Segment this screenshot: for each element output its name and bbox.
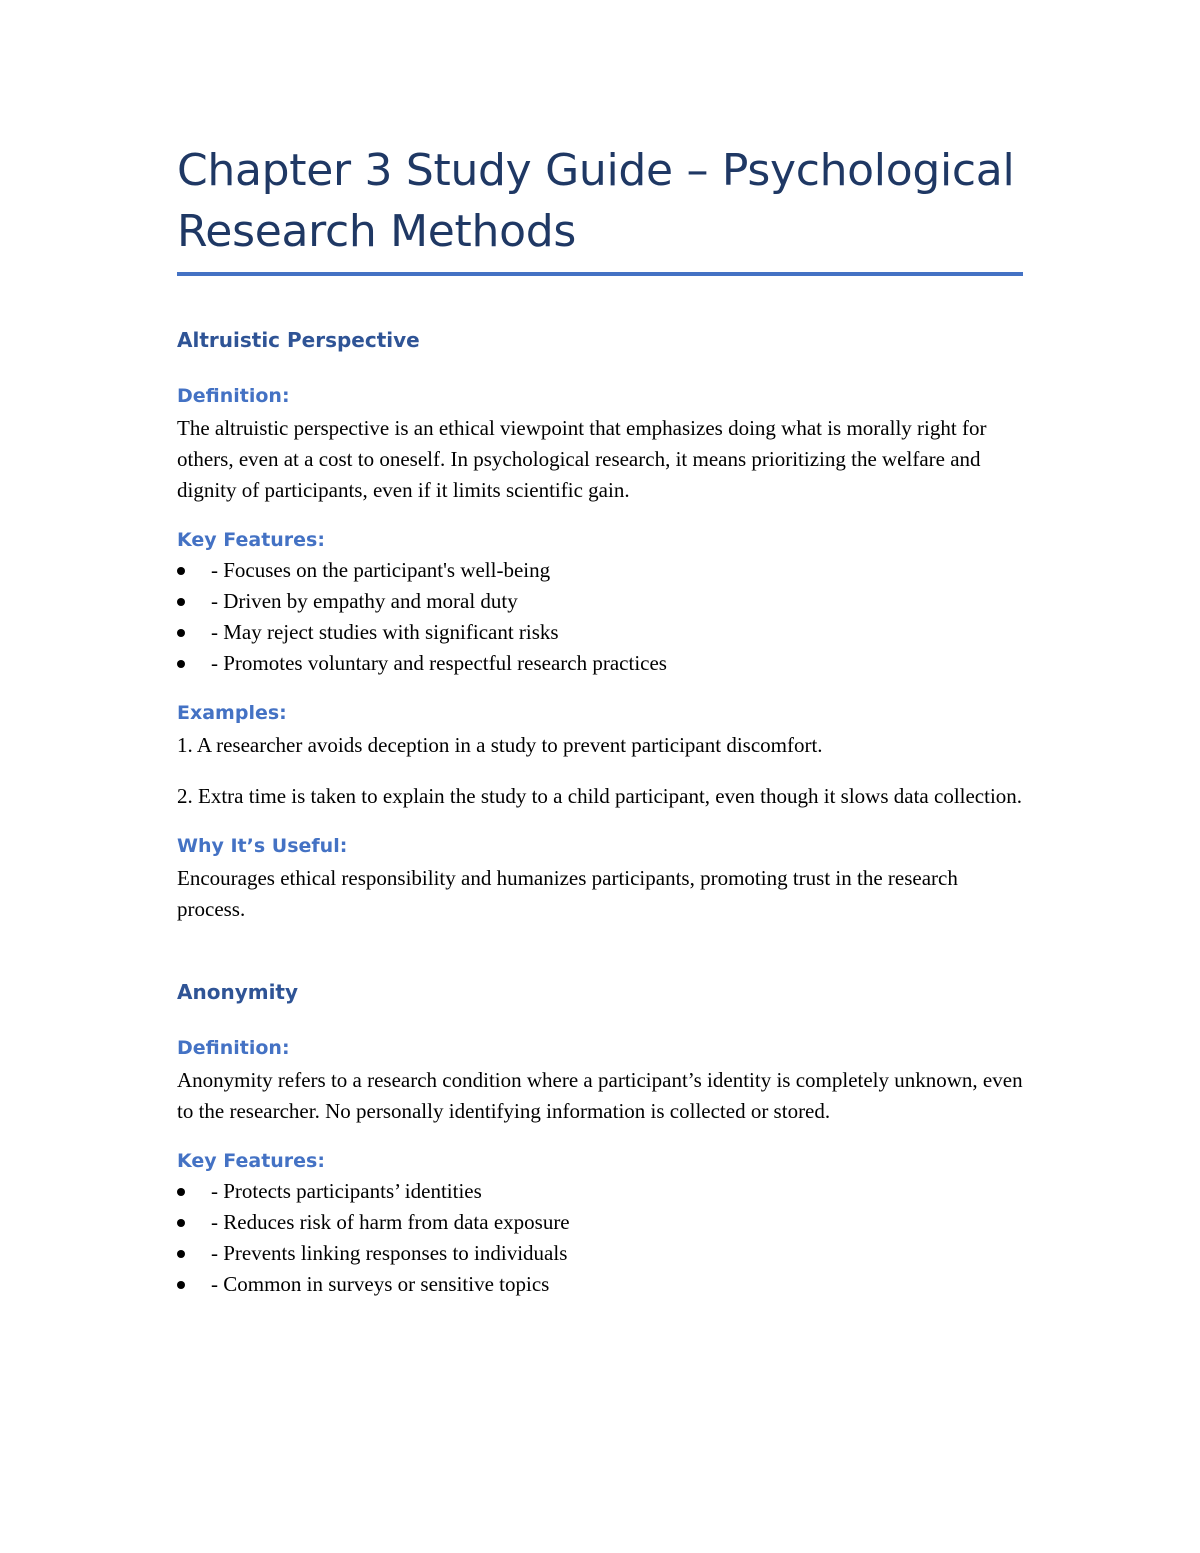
examples-label: Examples:: [177, 702, 287, 724]
bullet-icon: [177, 1281, 185, 1289]
example-item: 2. Extra time is taken to explain the study to a child participant, even though it slows data collection.: [177, 784, 1023, 808]
definition-label: Definition:: [177, 385, 290, 407]
bullet-icon: [177, 629, 185, 637]
key-features-list: [177, 555, 1023, 679]
bullet-icon: [177, 1188, 185, 1196]
example-item: 1. A researcher avoids deception in a study to prevent participant discomfort.: [177, 733, 823, 757]
definition-text: Anonymity refers to a research condition where a participant’s identity is completely unknown, even to the researcher. No personally identifying information is collected or stored.: [177, 1068, 1023, 1123]
list-item: - Prevents linking responses to individuals: [177, 1238, 1023, 1269]
key-features-list: [177, 1176, 1023, 1300]
bullet-icon: [177, 1250, 185, 1258]
document-page: [177, 140, 1023, 1300]
bullet-icon: [177, 660, 185, 668]
why-useful-label: Why It’s Useful:: [177, 835, 348, 857]
key-features-label: Key Features:: [177, 1150, 325, 1172]
section-heading-altruistic-perspective: Altruistic Perspective: [177, 328, 420, 352]
list-item: - Reduces risk of harm from data exposure: [177, 1207, 1023, 1238]
bullet-icon: [177, 598, 185, 606]
list-item: - Focuses on the participant's well-being: [177, 555, 1023, 586]
list-item: - Common in surveys or sensitive topics: [177, 1269, 1023, 1300]
definition-label: Definition:: [177, 1037, 290, 1059]
section-heading-anonymity: Anonymity: [177, 980, 299, 1004]
list-item: - Promotes voluntary and respectful research practices: [177, 648, 1023, 679]
title-underline: [177, 272, 1023, 276]
bullet-icon: [177, 567, 185, 575]
bullet-icon: [177, 1219, 185, 1227]
list-item: - Protects participants’ identities: [177, 1176, 1023, 1207]
list-item: - Driven by empathy and moral duty: [177, 586, 1023, 617]
definition-text: The altruistic perspective is an ethical viewpoint that emphasizes doing what is morally right for others, even at a cost to oneself. In psychological research, it means prioritizing the welfare and dignity of participants, even if it limits scientific gain.: [177, 416, 987, 502]
key-features-label: Key Features:: [177, 529, 325, 551]
list-item: - May reject studies with significant risks: [177, 617, 1023, 648]
why-useful-text: Encourages ethical responsibility and humanizes participants, promoting trust in the research process.: [177, 866, 958, 921]
document-title: Chapter 3 Study Guide – Psychological Research Methods: [177, 145, 1015, 257]
